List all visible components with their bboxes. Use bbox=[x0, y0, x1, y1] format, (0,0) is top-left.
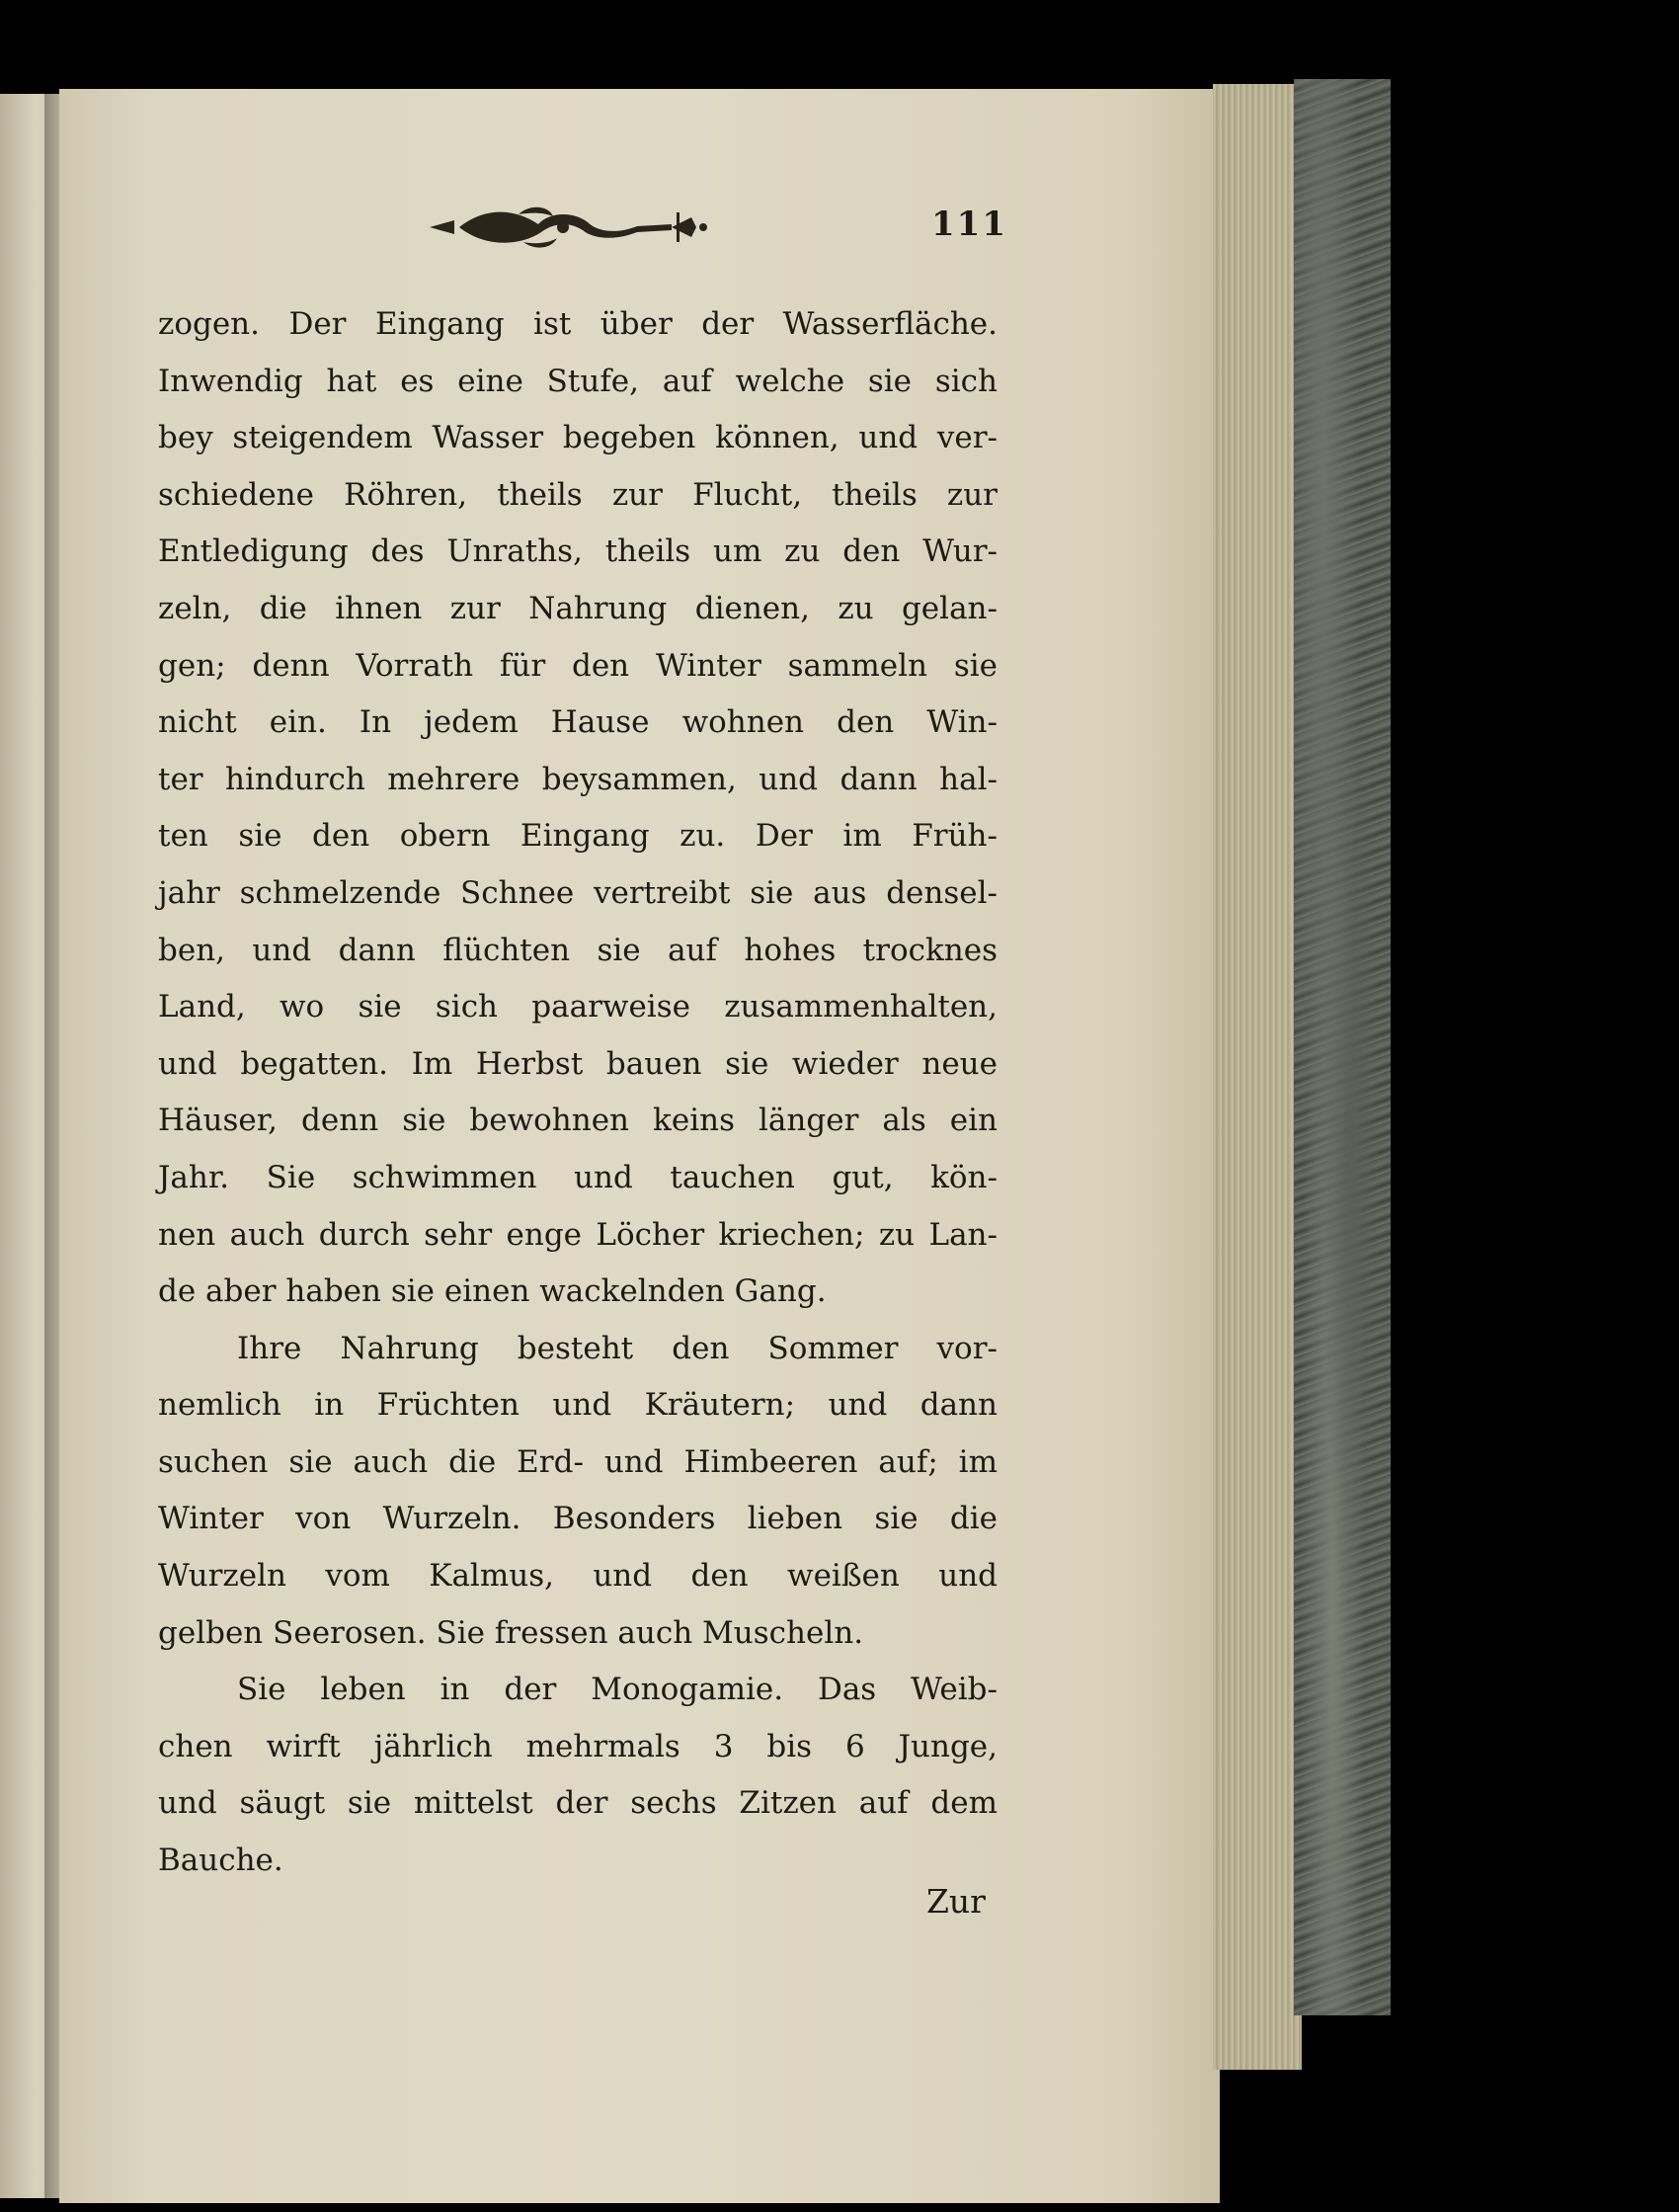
running-header bbox=[425, 203, 1007, 252]
text-line: Bauche. bbox=[158, 1843, 283, 1879]
text-line: ter hindurch mehrere beysammen, und dann hal- bbox=[158, 761, 998, 797]
text-line: nicht ein. In jedem Hause wohnen den Win- bbox=[158, 704, 998, 741]
text-line: gen; denn Vorrath für den Winter sammeln sie bbox=[158, 647, 998, 684]
text-line: Winter von Wurzeln. Besonders lieben sie die bbox=[158, 1501, 998, 1537]
text-line: jahr schmelzende Schnee vertreibt sie aus densel- bbox=[158, 874, 998, 911]
text-line: nemlich in Früchten und Kräutern; und dann bbox=[158, 1387, 998, 1424]
paragraph-start-line: Sie leben in der Monogamie. Das Weib- bbox=[237, 1672, 998, 1708]
header-ornament-icon bbox=[425, 203, 711, 252]
page-edges bbox=[1213, 84, 1302, 2070]
text-line: Häuser, denn sie bewohnen keins länger als ein bbox=[158, 1103, 998, 1139]
text-line: gelben Seerosen. Sie fressen auch Muscheln. bbox=[158, 1614, 864, 1651]
text-line: Land, wo sie sich paarweise zusammenhalten, bbox=[158, 989, 998, 1025]
text-line: Wurzeln vom Kalmus, und den weißen und bbox=[158, 1558, 998, 1595]
text-line: und säugt sie mittelst der sechs Zitzen auf dem bbox=[158, 1785, 998, 1822]
text-line: zeln, die ihnen zur Nahrung dienen, zu gelan- bbox=[158, 590, 998, 626]
text-line: bey steigendem Wasser begeben können, und ver- bbox=[158, 420, 998, 456]
text-line: Entledigung des Unraths, theils um zu den Wur- bbox=[158, 533, 998, 570]
paragraph-start-line: Ihre Nahrung besteht den Sommer vor- bbox=[237, 1330, 998, 1366]
text-line: Inwendig hat es eine Stufe, auf welche sie sich bbox=[158, 363, 998, 399]
text-line: chen wirft jährlich mehrmals 3 bis 6 Junge, bbox=[158, 1728, 998, 1764]
text-line: schiedene Röhren, theils zur Flucht, theils zur bbox=[158, 476, 998, 513]
text-line: ben, und dann flüchten sie auf hohes trocknes bbox=[158, 932, 998, 968]
marbled-cover bbox=[1294, 79, 1391, 2015]
text-line: suchen sie auch die Erd- und Himbeeren auf; im bbox=[158, 1443, 998, 1480]
text-line: nen auch durch sehr enge Löcher kriechen; zu Lan- bbox=[158, 1216, 998, 1253]
text-line: zogen. Der Eingang ist über der Wasserfläche. bbox=[158, 306, 998, 342]
text-line: Jahr. Sie schwimmen und tauchen gut, kön- bbox=[158, 1159, 998, 1195]
catchword: Zur bbox=[926, 1882, 986, 1921]
page-number: 111 bbox=[931, 205, 1007, 244]
text-line: ten sie den obern Eingang zu. Der im Früh- bbox=[158, 818, 998, 855]
body-text bbox=[158, 296, 998, 1890]
text-line: de aber haben sie einen wackelnden Gang. bbox=[158, 1273, 827, 1310]
text-line: und begatten. Im Herbst bauen sie wieder neue bbox=[158, 1045, 998, 1082]
